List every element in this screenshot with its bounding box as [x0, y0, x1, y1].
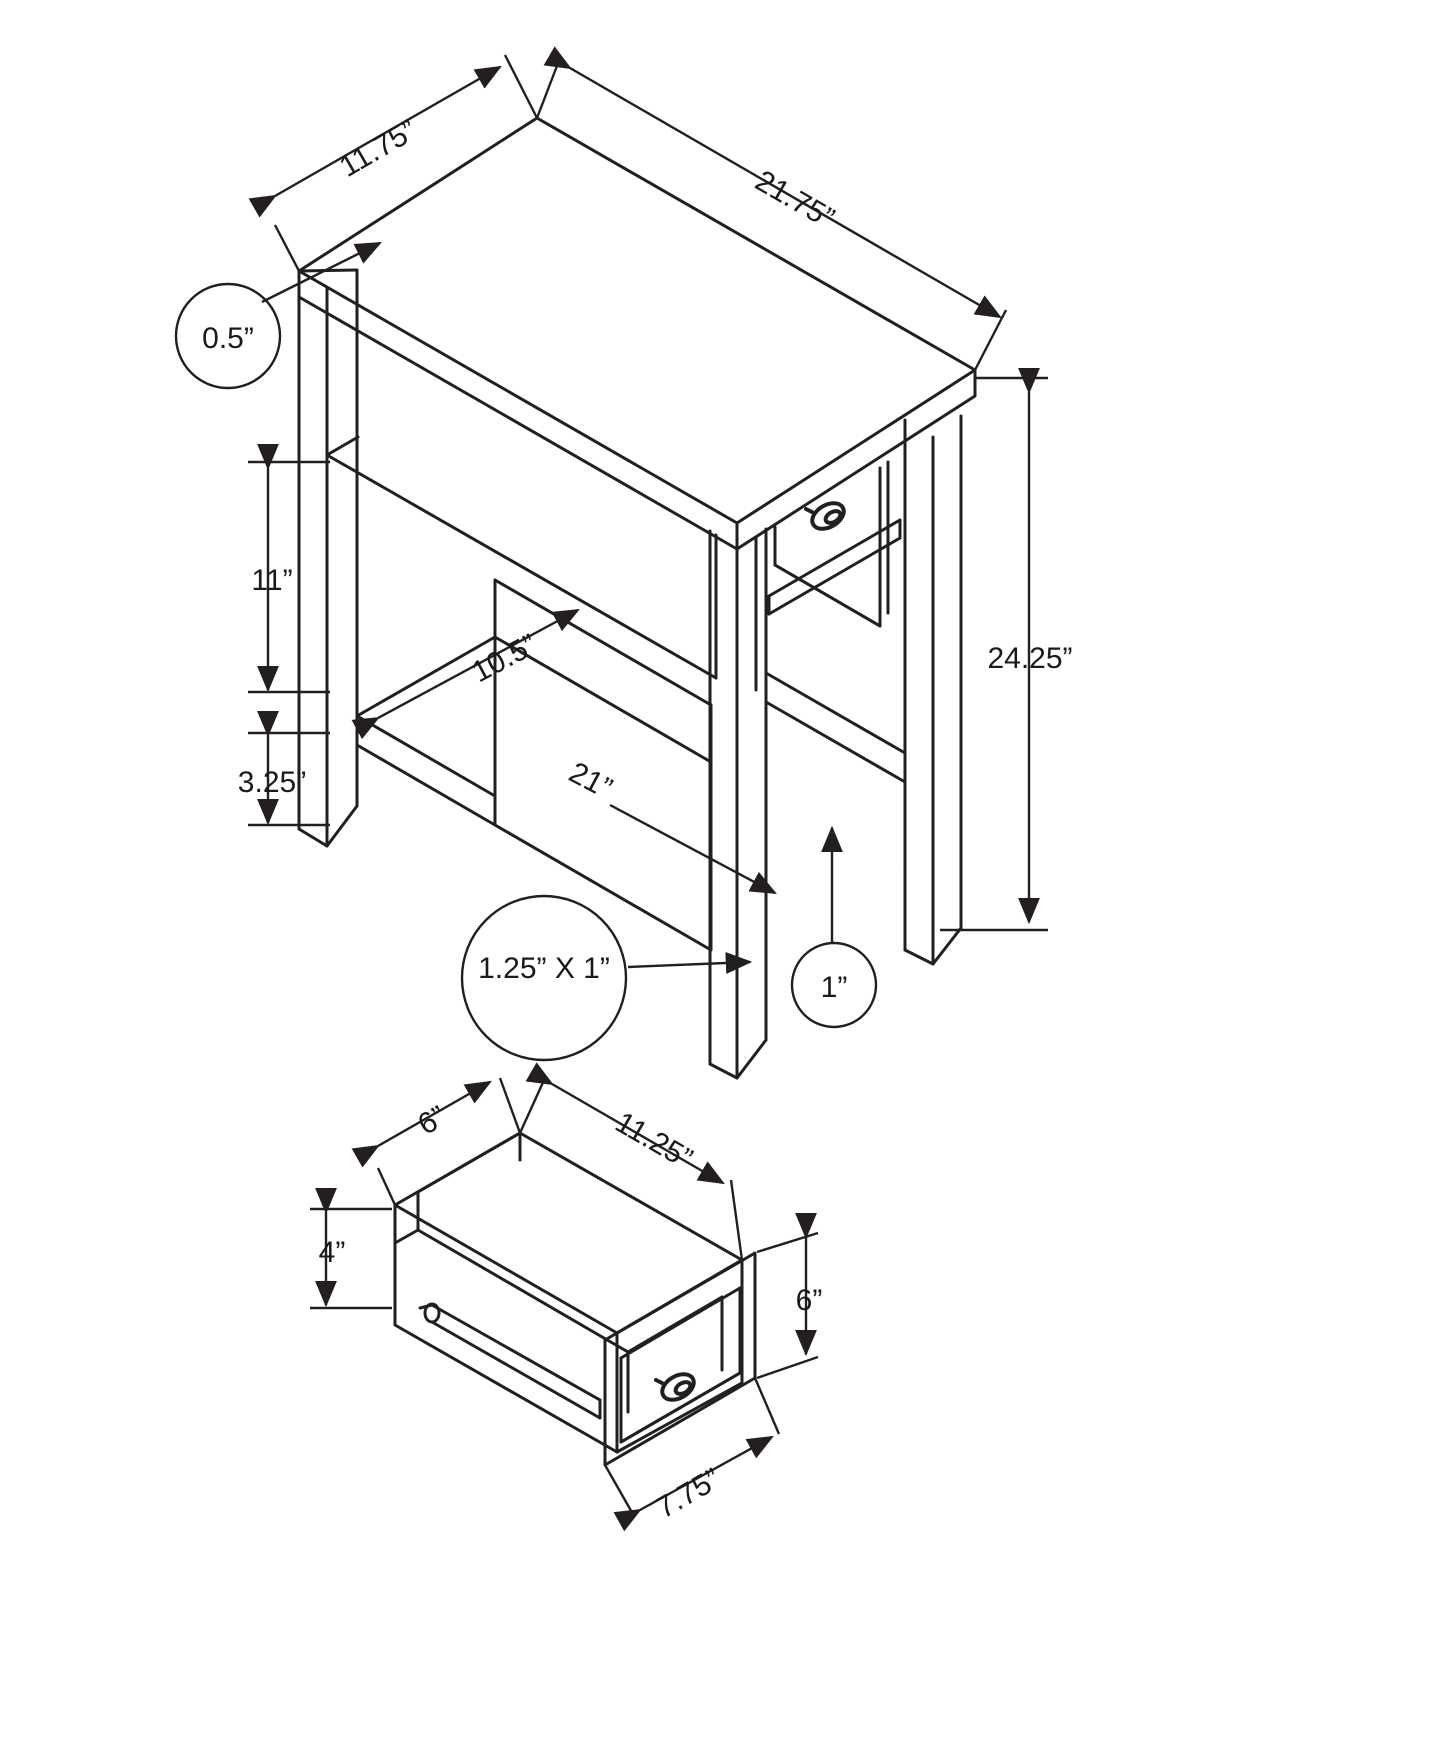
dimension-width-top: 21.75” — [749, 164, 840, 236]
dimension-shelf-width: 21” — [563, 755, 618, 806]
callout-leg-section: 1.25” X 1” — [478, 952, 610, 985]
lower-shelf — [357, 580, 905, 950]
dimension-shelf-to-top: 11” — [251, 564, 293, 597]
drawer-box — [395, 1133, 742, 1452]
dimension-drawer-side-depth: 6” — [412, 1099, 453, 1142]
table-dimension-lines — [176, 55, 1048, 1060]
dimension-drawer-inner-width: 11.25” — [609, 1105, 698, 1176]
dimension-drawer-box-height: 4” — [318, 1236, 346, 1269]
table-assembly-view — [299, 118, 975, 1078]
dimension-drawer-face-width: 7.75” — [650, 1462, 727, 1526]
dimension-overall-height: 24.25” — [987, 642, 1073, 675]
drawer-knob — [806, 498, 848, 534]
dimension-shelf-depth: 10.5” — [466, 627, 543, 690]
dimension-depth-top: 11.75” — [334, 113, 423, 184]
table-leg-back-right — [905, 416, 961, 964]
table-leg-front-right — [710, 529, 766, 1078]
callout-shelf-thickness: 1” — [820, 971, 848, 1004]
dimension-shelf-height: 3.25” — [237, 766, 307, 799]
table-leg-front-left — [299, 270, 357, 846]
dimension-drawer-face-height: 6” — [795, 1284, 823, 1317]
drawer-detail-view — [395, 1133, 755, 1465]
callout-top-thickness: 0.5” — [202, 322, 254, 355]
table-top — [299, 118, 975, 549]
